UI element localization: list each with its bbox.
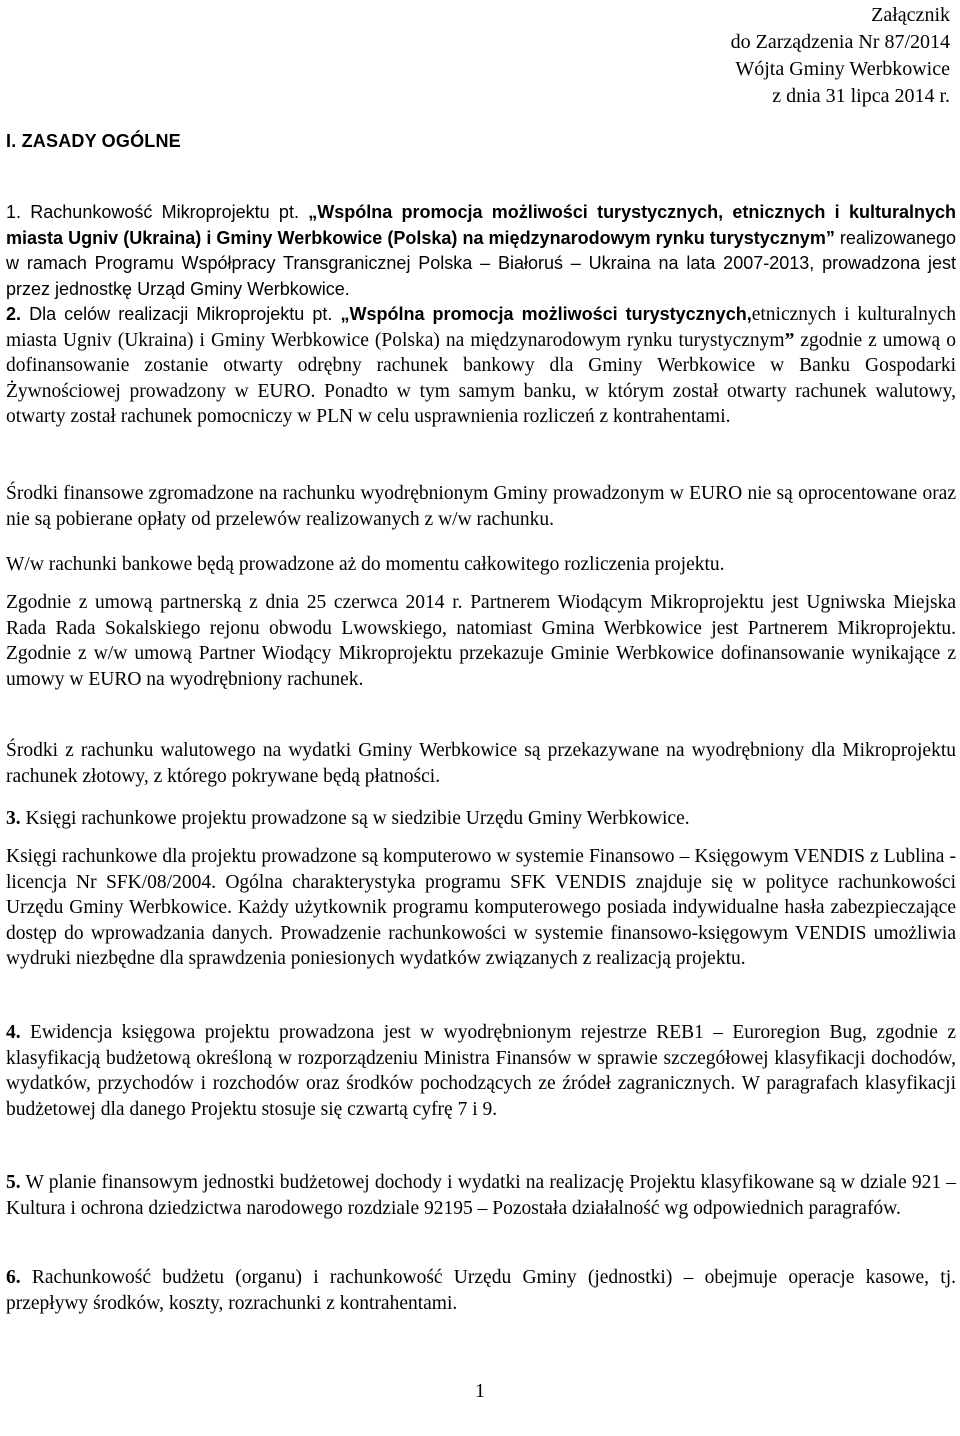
- section-1-number: 1.: [6, 202, 22, 222]
- section-2-funds-paragraph: Środki finansowe zgromadzone na rachunku wyodrębnionym Gminy prowadzonym w EURO nie są oprocentowane oraz nie są pobierane opłaty od przelewów realizowanych z w/w rachunku.: [6, 483, 956, 530]
- section-4-paragraph: [6, 1020, 956, 1122]
- attachment-date: z dnia 31 lipca 2014 r.: [772, 85, 950, 107]
- section-5-text: W planie finansowym jednostki budżetowej dochody i wydatki na realizację Projektu klasyfikowane są w dziale 921 – Kultura i ochrona dziedzictwa narodowego rozdziale 92195 – Pozostała działalność wg odpowiednich paragrafów.: [6, 1172, 956, 1219]
- attachment-header: [731, 2, 950, 110]
- section-1-text: realizowanego w ramach Programu Współpracy Transgranicznej Polska – Białoruś – Ukraina na lata 2007-2013, prowadzona jest przez jednostkę Urząd Gminy Werbkowice.: [6, 227, 956, 299]
- section-2-title-rest: etnicznych i kulturalnych miasta Ugniv (Ukraina) i Gminy Werbkowice (Polska) na międzynarodowym rynku turystycznym: [6, 304, 956, 351]
- section-5-paragraph: [6, 1170, 956, 1221]
- attachment-label: Załącznik: [871, 4, 950, 26]
- section-2-project-title: „Wspólna promocja możliwości turystycznych,: [340, 304, 752, 324]
- attachment-issuer: Wójta Gminy Werbkowice: [735, 58, 950, 80]
- section-3-text: Księgi rachunkowe projektu prowadzone są w siedzibie Urzędu Gminy Werbkowice.: [20, 808, 690, 829]
- section-2-text: zgodnie z umową o dofinansowanie zostanie otwarty odrębny rachunek bankowy dla Gminy Werbkowice w Banku Gospodarki Żywnościowej prowadzony w EURO. Ponadto w tym samym banku, w którym został otwarty rachunek walutowy, otwarty został rachunek pomocniczy w PLN w celu usprawnienia rozliczeń z kontrahentami.: [6, 329, 956, 427]
- document-page: [6, 0, 956, 1436]
- section-1-paragraph: [6, 200, 956, 302]
- section-2-transfer-paragraph: Środki z rachunku walutowego na wydatki Gminy Werbkowice są przekazywane na wyodrębniony dla Mikroprojektu rachunek złotowy, z którego pokrywane będą płatności.: [6, 740, 956, 787]
- section-3-number: 3.: [6, 808, 21, 829]
- section-1-lead: Rachunkowość Mikroprojektu pt.: [21, 202, 309, 222]
- section-4-number: 4.: [6, 1022, 21, 1043]
- section-4-text: Ewidencja księgowa projektu prowadzona jest w wyodrębnionym rejestrze REB1 – Euroregion Bug, zgodnie z klasyfikacją budżetową określoną w rozporządzeniu Ministra Finansów w sprawie szczegółowej klasyfikacji dochodów, wydatków, przychodów i rozchodów oraz środków pochodzących ze źródeł zagranicznych. W paragrafach klasyfikacji budżetowej dla danego Projektu stosuje się czwartą cyfrę 7 i 9.: [6, 1022, 956, 1120]
- section-1-project-title: „Wspólna promocja możliwości turystycznych, etnicznych i kulturalnych miasta Ugniv (Ukraina) i Gminy Werbkowice (Polska) na międzynarodowym rynku turystycznym”: [6, 202, 956, 248]
- section-2-paragraph: [6, 302, 956, 430]
- section-6-paragraph: [6, 1265, 956, 1316]
- section-2-lead: Dla celów realizacji Mikroprojektu pt.: [21, 304, 341, 324]
- section-heading: I. ZASADY OGÓLNE: [6, 131, 181, 151]
- section-2-partner-paragraph: Zgodnie z umową partnerską z dnia 25 czerwca 2014 r. Partnerem Wiodącym Mikroprojektu jest Ugniwska Miejska Rada Rada Sokalskiego rejonu obwodu Lwowskiego, natomiast Gmina Werbkowice jest Partnerem Mikroprojektu. Zgodnie z w/w umową Partner Wiodący Mikroprojektu przekazuje Gminie Werbkowice dofinansowanie wynikające z umowy w EURO na wyodrębniony rachunek.: [6, 592, 956, 690]
- section-6-text: Rachunkowość budżetu (organu) i rachunkowość Urzędu Gminy (jednostki) – obejmuje operacje kasowe, tj. przepływy środków, koszty, rozrachunki z kontrahentami.: [6, 1267, 956, 1314]
- section-5-number: 5.: [6, 1172, 21, 1193]
- section-3-system-paragraph: Księgi rachunkowe dla projektu prowadzone są komputerowo w systemie Finansowo – Księgowym VENDIS z Lublina - licencja Nr SFK/08/2004. Ogólna charakterystyka programu SFK VENDIS znajduje się w polityce rachunkowości Urzędu Gminy Werbkowice. Każdy użytkownik programu komputerowego posiada indywidualne hasła zabezpieczające dostęp do wprowadzania danych. Prowadzenie rachunkowości w systemie finansowo-księgowym VENDIS umożliwia wydruki niezbędne dla sprawdzenia poniesionych wydatków związanych z realizacją projektu.: [6, 846, 956, 969]
- section-2-quote-close: ”: [784, 329, 795, 351]
- section-2-accounts-paragraph: W/w rachunki bankowe będą prowadzone aż do momentu całkowitego rozliczenia projektu.: [6, 554, 725, 575]
- section-6-number: 6.: [6, 1267, 21, 1288]
- section-2-number: 2.: [6, 304, 22, 324]
- page-number: 1: [475, 1380, 485, 1402]
- attachment-ordinance: do Zarządzenia Nr 87/2014: [730, 31, 950, 53]
- section-3-paragraph: [6, 806, 956, 832]
